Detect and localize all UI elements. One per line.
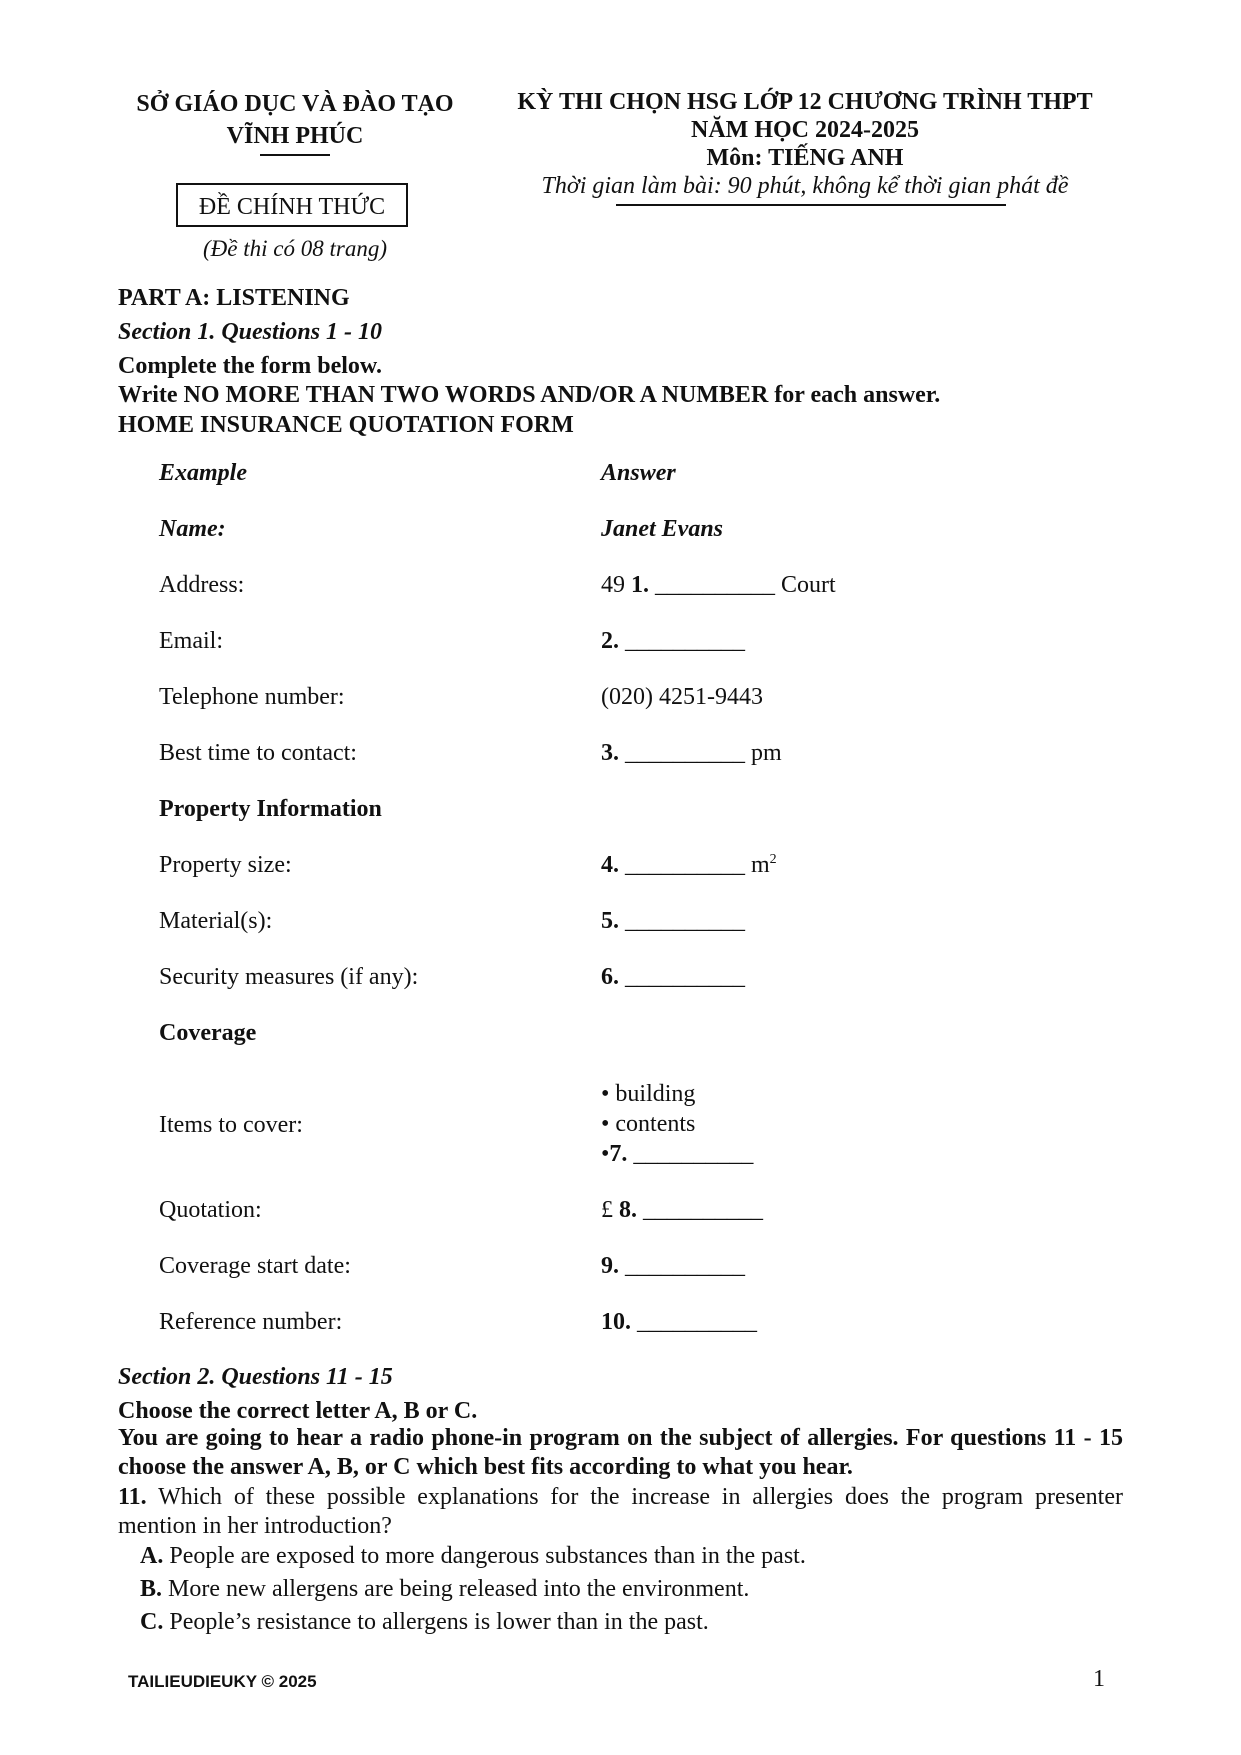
- time-answer: [601, 740, 782, 767]
- example-label: Example: [159, 460, 247, 486]
- pound-sign: £: [601, 1197, 613, 1223]
- form-title: HOME INSURANCE QUOTATION FORM: [118, 412, 574, 438]
- question-4-number: 4.: [601, 852, 619, 878]
- question-2-number: 2.: [601, 628, 619, 654]
- item-7-answer: [601, 1141, 753, 1168]
- property-heading: Property Information: [159, 796, 382, 822]
- question-11: [118, 1483, 1123, 1541]
- time-suffix: pm: [751, 740, 782, 766]
- question-10-blank: __________: [637, 1309, 757, 1335]
- header-divider: [260, 154, 330, 156]
- question-7-blank: __________: [633, 1141, 754, 1167]
- start-date-label: Coverage start date:: [159, 1253, 351, 1279]
- phone-label: Telephone number:: [159, 684, 345, 710]
- question-6-blank: __________: [625, 964, 745, 990]
- question-11-number: 11.: [118, 1484, 147, 1510]
- bullet: •: [601, 1141, 610, 1167]
- question-6-number: 6.: [601, 964, 619, 990]
- question-10-number: 10.: [601, 1309, 631, 1335]
- address-answer: [601, 572, 836, 599]
- section1-instruction2: Write NO MORE THAN TWO WORDS AND/OR A NUMBER for each answer.: [118, 382, 941, 408]
- items-label: Items to cover:: [159, 1112, 303, 1138]
- size-answer: [601, 852, 777, 879]
- question-3-blank: __________: [625, 740, 745, 766]
- address-label: Address:: [159, 572, 245, 598]
- reference-label: Reference number:: [159, 1309, 343, 1335]
- quotation-label: Quotation:: [159, 1197, 262, 1223]
- question-5-number: 5.: [601, 908, 619, 934]
- option-text: More new allergens are being released into the environment.: [168, 1576, 750, 1602]
- option-letter: B.: [140, 1576, 163, 1602]
- item-contents: • contents: [601, 1111, 696, 1137]
- question-8-number: 8.: [619, 1197, 637, 1223]
- question-1-number: 1.: [631, 572, 649, 598]
- page-number: 1: [1093, 1666, 1105, 1692]
- name-value: Janet Evans: [601, 516, 724, 542]
- answer-label: Answer: [601, 460, 676, 486]
- school-year: NĂM HỌC 2024-2025: [691, 117, 919, 143]
- size-unit: $m^2$: [751, 852, 777, 878]
- size-label: Property size:: [159, 852, 292, 878]
- question-9-blank: __________: [625, 1253, 745, 1279]
- question-7-number: 7.: [609, 1141, 628, 1167]
- option-letter: A.: [140, 1543, 164, 1569]
- section2-instruction1: Choose the correct letter A, B or C.: [118, 1398, 478, 1424]
- page-count-note: (Đề thi có 08 trang): [203, 236, 387, 261]
- exam-title: KỲ THI CHỌN HSG LỚP 12 CHƯƠNG TRÌNH THPT: [517, 89, 1093, 115]
- section1-title: Section 1. Questions 1 - 10: [118, 319, 383, 345]
- email-answer: [601, 628, 745, 655]
- official-label-box: [176, 183, 408, 227]
- question-2-blank: __________: [625, 628, 745, 654]
- item-building: • building: [601, 1081, 696, 1107]
- footer-brand: TAILIEUDIEUKY © 2025: [128, 1672, 317, 1691]
- option-text: People’s resistance to allergens is lower than in the past.: [169, 1609, 709, 1635]
- question-1-blank: __________: [655, 572, 775, 598]
- question-11-text: Which of these possible explanations for the increase in allergies does the program presenter mention in her introduction?: [118, 1484, 1123, 1539]
- security-answer: [601, 964, 745, 991]
- material-answer: [601, 908, 745, 935]
- name-label: Name:: [159, 516, 226, 542]
- email-label: Email:: [159, 628, 223, 654]
- question-11-option-c: [140, 1609, 709, 1636]
- question-8-blank: __________: [643, 1197, 763, 1223]
- department-line2: VĨNH PHÚC: [226, 123, 364, 149]
- department-line1: SỞ GIÁO DỤC VÀ ĐÀO TẠO: [136, 91, 454, 117]
- quotation-answer: [601, 1197, 763, 1224]
- department-block: [120, 88, 470, 156]
- part-a-title: PART A: LISTENING: [118, 285, 350, 311]
- official-label: ĐỀ CHÍNH THỨC: [198, 194, 386, 220]
- size-unit-exponent: 2: [769, 852, 777, 867]
- security-label: Security measures (if any):: [159, 964, 419, 990]
- address-suffix: Court: [781, 572, 836, 598]
- section1-instruction1: Complete the form below.: [118, 353, 382, 379]
- question-4-blank: __________: [625, 852, 745, 878]
- question-3-number: 3.: [601, 740, 619, 766]
- section2-instruction2: You are going to hear a radio phone-in program on the subject of allergies. For questions 11 - 15 choose the answer A, B, or C which best fits according to what you hear.: [118, 1425, 1123, 1480]
- time-label: Best time to contact:: [159, 740, 357, 766]
- coverage-heading: Coverage: [159, 1020, 257, 1046]
- time-note-underline: [616, 204, 1006, 206]
- question-11-option-a: [140, 1543, 806, 1570]
- exam-info-block: [495, 88, 1115, 206]
- start-date-answer: [601, 1253, 745, 1280]
- address-prefix: 49: [601, 572, 625, 598]
- time-note: Thời gian làm bài: 90 phút, không kể thời gian phát đề: [541, 173, 1069, 199]
- question-5-blank: __________: [625, 908, 745, 934]
- reference-answer: [601, 1309, 757, 1336]
- option-letter: C.: [140, 1609, 164, 1635]
- section2-title: Section 2. Questions 11 - 15: [118, 1364, 393, 1390]
- phone-value: (020) 4251-9443: [601, 684, 763, 710]
- subject: Môn: TIẾNG ANH: [706, 145, 904, 171]
- material-label: Material(s):: [159, 908, 273, 934]
- question-9-number: 9.: [601, 1253, 619, 1279]
- option-text: People are exposed to more dangerous substances than in the past.: [169, 1543, 806, 1569]
- question-11-option-b: [140, 1576, 749, 1603]
